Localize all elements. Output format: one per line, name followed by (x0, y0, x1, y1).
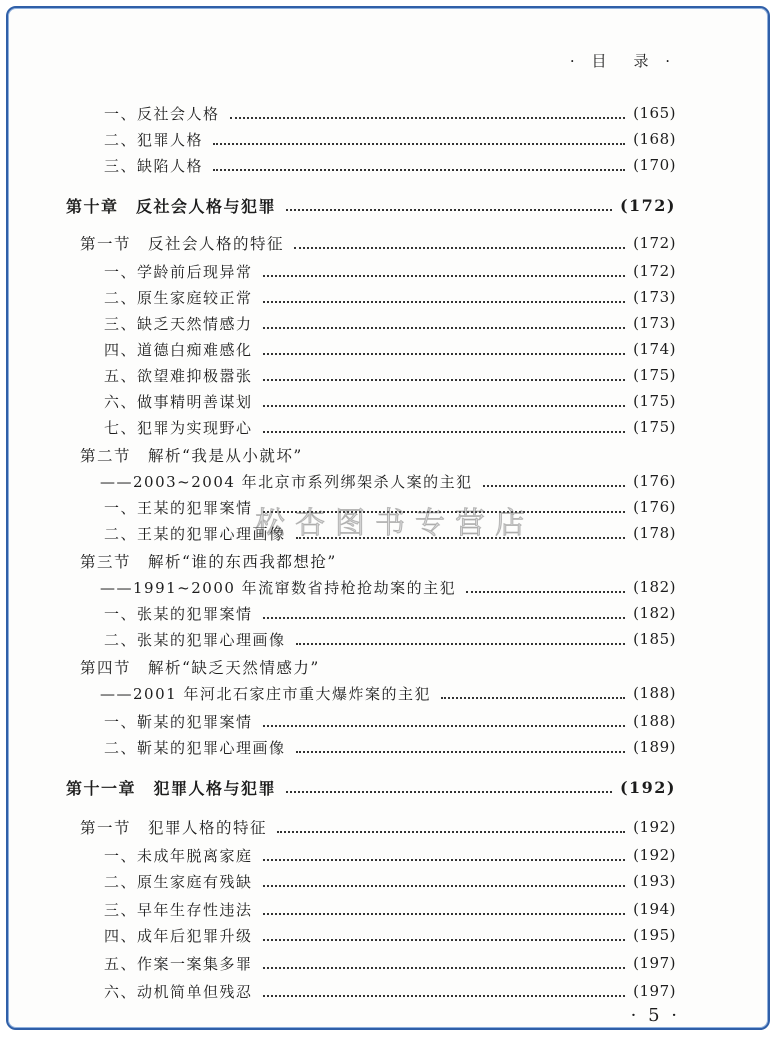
dot-leader (296, 751, 626, 753)
dot-leader (263, 275, 626, 277)
toc-subtitle (100, 576, 676, 598)
toc-title: 六、动机简单但残忍 (104, 982, 253, 1001)
dot-leader (277, 831, 625, 833)
toc-item (104, 898, 676, 920)
toc-page-number: (182) (633, 604, 676, 622)
toc-title: 三、缺陷人格 (104, 156, 204, 175)
toc-title: 第十章 反社会人格与犯罪 (66, 196, 277, 216)
dot-leader (263, 301, 626, 303)
toc-title: 三、早年生存性违法 (104, 900, 253, 919)
toc-section (80, 656, 676, 678)
toc-page-number: (165) (633, 104, 676, 122)
toc-item (104, 736, 676, 758)
toc-title: 二、靳某的犯罪心理画像 (104, 738, 286, 757)
toc-section (80, 444, 676, 466)
toc-title: ——2001 年河北石家庄市重大爆炸案的主犯 (100, 684, 431, 703)
toc-page-number: (192) (633, 846, 676, 864)
toc-page-number: (195) (633, 926, 676, 944)
toc-item (104, 312, 676, 334)
toc-title: 第三节 解析“谁的东西我都想抢” (80, 553, 337, 571)
dot-leader (263, 405, 626, 407)
toc-page-number: (193) (633, 872, 676, 890)
toc-item (104, 416, 676, 438)
dot-leader (263, 431, 626, 433)
toc-title: 六、做事精明善谋划 (104, 392, 253, 411)
toc-title: 二、犯罪人格 (104, 130, 204, 149)
toc-page-number: (175) (633, 418, 676, 436)
toc-section (80, 550, 676, 572)
dot-leader (263, 327, 626, 329)
toc-page-number: (170) (633, 156, 676, 174)
toc-page-number: (182) (633, 578, 676, 596)
toc-item (104, 952, 676, 974)
dot-leader (483, 485, 625, 487)
toc-title: 第一节 犯罪人格的特征 (80, 819, 268, 837)
toc-title: 五、作案一案集多罪 (104, 954, 253, 973)
toc-page-number: (188) (633, 684, 676, 702)
toc-item (104, 154, 676, 176)
dot-leader (263, 967, 626, 969)
page-number: · 5 · (630, 1005, 680, 1026)
dot-leader (294, 247, 625, 249)
toc-page-number: (185) (633, 630, 676, 648)
toc-subtitle (100, 682, 676, 704)
dot-leader (441, 697, 625, 699)
toc-page-number: (189) (633, 738, 676, 756)
dot-leader (263, 885, 626, 887)
toc-page-number: (173) (633, 288, 676, 306)
toc-page-number: (178) (633, 524, 676, 542)
toc-item (104, 628, 676, 650)
toc-subtitle (100, 470, 676, 492)
toc-item (104, 338, 676, 360)
toc-title: 一、未成年脱离家庭 (104, 846, 253, 865)
toc-item (104, 102, 676, 124)
toc-item (104, 522, 676, 544)
toc-page-number: (192) (619, 777, 676, 797)
dot-leader (263, 725, 626, 727)
toc-title: 二、原生家庭有残缺 (104, 872, 253, 891)
toc-title: 第四节 解析“缺乏天然情感力” (80, 659, 320, 677)
dot-leader (263, 379, 626, 381)
dot-leader (263, 913, 626, 915)
dot-leader (263, 511, 626, 513)
dot-leader (286, 209, 612, 211)
toc-title: 第十一章 犯罪人格与犯罪 (66, 778, 277, 798)
toc-title: 三、缺乏天然情感力 (104, 314, 253, 333)
toc-title: 二、原生家庭较正常 (104, 288, 253, 307)
toc-item (104, 260, 676, 282)
toc-item (104, 496, 676, 518)
toc-title: 七、犯罪为实现野心 (104, 418, 253, 437)
page-header: · 目 录 · (569, 52, 676, 70)
toc-title: 五、欲望难抑极嚣张 (104, 366, 253, 385)
toc-page-number: (172) (633, 234, 676, 252)
toc-title: 一、王某的犯罪案情 (104, 498, 253, 517)
toc-page-number: (188) (633, 712, 676, 730)
toc-page-number: (172) (633, 262, 676, 280)
toc-item (104, 980, 676, 1002)
toc-title: ——2003~2004 年北京市系列绑架杀人案的主犯 (100, 472, 473, 491)
dot-leader (286, 791, 612, 793)
toc-item (104, 128, 676, 150)
toc-page-number: (172) (619, 195, 676, 215)
toc-page-number: (176) (633, 498, 676, 516)
toc-item (104, 710, 676, 732)
toc-item (104, 390, 676, 412)
dot-leader (263, 353, 626, 355)
toc-item (104, 924, 676, 946)
toc-title: 第二节 解析“我是从小就坏” (80, 447, 303, 465)
dot-leader (263, 617, 626, 619)
toc-section (80, 232, 676, 254)
toc-page-number: (173) (633, 314, 676, 332)
toc-page-number: (176) (633, 472, 676, 490)
toc-item (104, 286, 676, 308)
toc-section (80, 816, 676, 838)
dot-leader (230, 117, 626, 119)
toc-item (104, 870, 676, 892)
toc-page-number: (175) (633, 366, 676, 384)
toc-page-number: (175) (633, 392, 676, 410)
toc-title: 二、王某的犯罪心理画像 (104, 524, 286, 543)
toc-item (104, 602, 676, 624)
dot-leader (296, 537, 626, 539)
toc-page-number: (197) (633, 954, 676, 972)
dot-leader (263, 859, 626, 861)
toc-title: 四、成年后犯罪升级 (104, 926, 253, 945)
toc-title: 一、靳某的犯罪案情 (104, 712, 253, 731)
watermark: 松杏图书专营店 (255, 506, 535, 541)
toc-title: 一、反社会人格 (104, 104, 220, 123)
toc-title: 二、张某的犯罪心理画像 (104, 630, 286, 649)
dot-leader (213, 169, 625, 171)
toc-page-number: (174) (633, 340, 676, 358)
toc-chapter (66, 194, 676, 216)
toc-chapter (66, 776, 676, 798)
toc-page-number: (168) (633, 130, 676, 148)
toc-page-number: (194) (633, 900, 676, 918)
toc-page-number: (197) (633, 982, 676, 1000)
dot-leader (263, 939, 626, 941)
toc-title: ——1991~2000 年流窜数省持枪抢劫案的主犯 (100, 578, 457, 597)
toc-item (104, 844, 676, 866)
toc-title: 第一节 反社会人格的特征 (80, 235, 285, 253)
dot-leader (466, 591, 625, 593)
toc-page-number: (192) (633, 818, 676, 836)
toc-title: 一、张某的犯罪案情 (104, 604, 253, 623)
dot-leader (263, 995, 626, 997)
toc-title: 四、道德白痴难感化 (104, 340, 253, 359)
dot-leader (213, 143, 625, 145)
dot-leader (296, 643, 626, 645)
toc-item (104, 364, 676, 386)
toc-title: 一、学龄前后现异常 (104, 262, 253, 281)
